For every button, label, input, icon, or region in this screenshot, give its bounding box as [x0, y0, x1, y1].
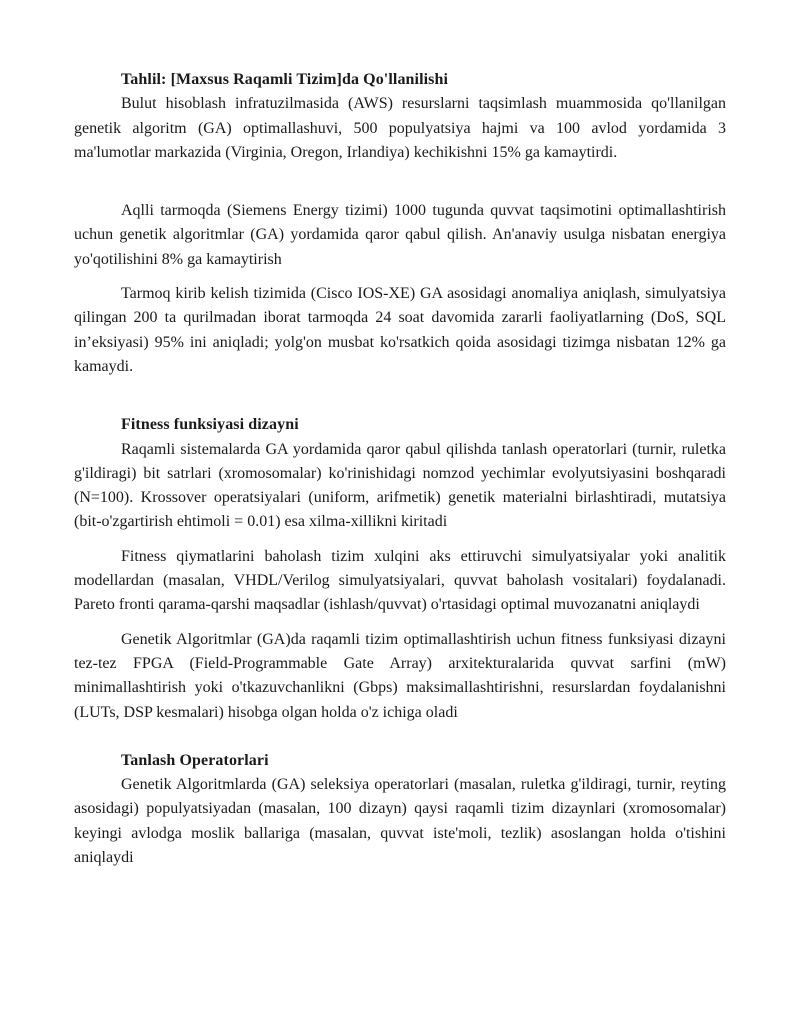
- paragraph-fitness-design: Genetik Algoritmlar (GA)da raqamli tizim optimallashtirish uchun fitness funksiyasi dizayni tez-tez FPGA (Field-Programmable Gate Array) arxitekturalarida quvvat sarfini (mW) minimallashtirish yoki o'tkazuvchanlikni (Gbps) maksimallashtirishni, resurslardan foydalanishni (LUTs, DSP kesmalari) hisobga olgan holda o'z ichiga oladi: [74, 630, 726, 721]
- section-heading-application: Tahlil: [Maxsus Raqamli Tizim]da Qo'llanilishi: [121, 71, 449, 88]
- spacer: [74, 535, 726, 545]
- section-heading-fitness: Fitness funksiyasi dizayni: [121, 416, 299, 434]
- spacer: [74, 618, 726, 628]
- spacer: [74, 272, 726, 282]
- section-heading-selection: Tanlash Operatorlari: [121, 751, 269, 769]
- paragraph-aws: Bulut hisoblash infratuzilmasida (AWS) resurslarni taqsimlash muammosida qo'llanilgan genetik algoritm (GA) optimallashuvi, 500 populyatsiya hajmi va 100 avlod yordamida 3 ma'lumotlar markazida (Virginia, Oregon, Irlandiya) kechikishni 15% ga kamaytirdi.: [74, 95, 726, 161]
- paragraph-selection-operators: Raqamli sistemalarda GA yordamida qaror qabul qilishda tanlash operatorlari (turnir, ruletka g'ildiragi) bit satrlari (xromosomalar) ko'rinishidagi nomzod yechimlar evolyutsiyasini boshqaradi (N=100). Krossover operatsiyalari (uniform, arifmetik) genetik materialni birlashtiradi, mutatsiya (bit-o'zgartirish ehtimoli = 0.01) esa xilma-xillikni kiritadi: [74, 440, 726, 531]
- paragraph-smart-grid: Aqlli tarmoqda (Siemens Energy tizimi) 1000 tugunda quvvat taqsimotini optimallashtirish uchun genetik algoritmlar (GA) yordamida qaror qabul qilish. An'anaviy usulga nisbatan energiya yo'qotilishini 8% ga kamaytirish: [74, 202, 726, 268]
- paragraph-fitness-evaluation: Fitness qiymatlarini baholash tizim xulqini aks ettiruvchi simulyatsiyalar yoki analitik modellardan (masalan, VHDL/Verilog simulyatsiyalari, quvvat baholash vositalari) foydalanadi. Pareto fronti qarama-qarshi maqsadlar (ishlash/quvvat) o'rtasidagi optimal muvozanatni aniqlaydi: [74, 547, 726, 614]
- document-page: [74, 68, 726, 870]
- spacer: [74, 379, 726, 413]
- paragraph-selection-description: Genetik Algoritmlarda (GA) seleksiya operatorlari (masalan, ruletka g'ildiragi, turnir, reyting asosidagi) populyatsiyadan (masalan, 100 dizayn) qaysi raqamli tizim dizaynlari (xromosomalar) keyingi avlodga moslik ballariga (masalan, quvvat iste'moli, tezlik) asoslangan holda o'tishini aniqlaydi: [74, 776, 726, 867]
- paragraph-intrusion-detection: Tarmoq kirib kelish tizimida (Cisco IOS-XE) GA asosidagi anomaliya aniqlash, simulyatsiya qilingan 200 ta qurilmadan iborat tarmoqda 24 soat davomida zararli faoliyatlarning (DoS, SQL in’eksiyasi) 95% ini aniqladi; yolg'on musbat ko'rsatkich qoida asosidagi tizimga nisbatan 12% ga kamaydi.: [74, 285, 726, 375]
- spacer: [74, 165, 726, 199]
- spacer: [74, 725, 726, 749]
